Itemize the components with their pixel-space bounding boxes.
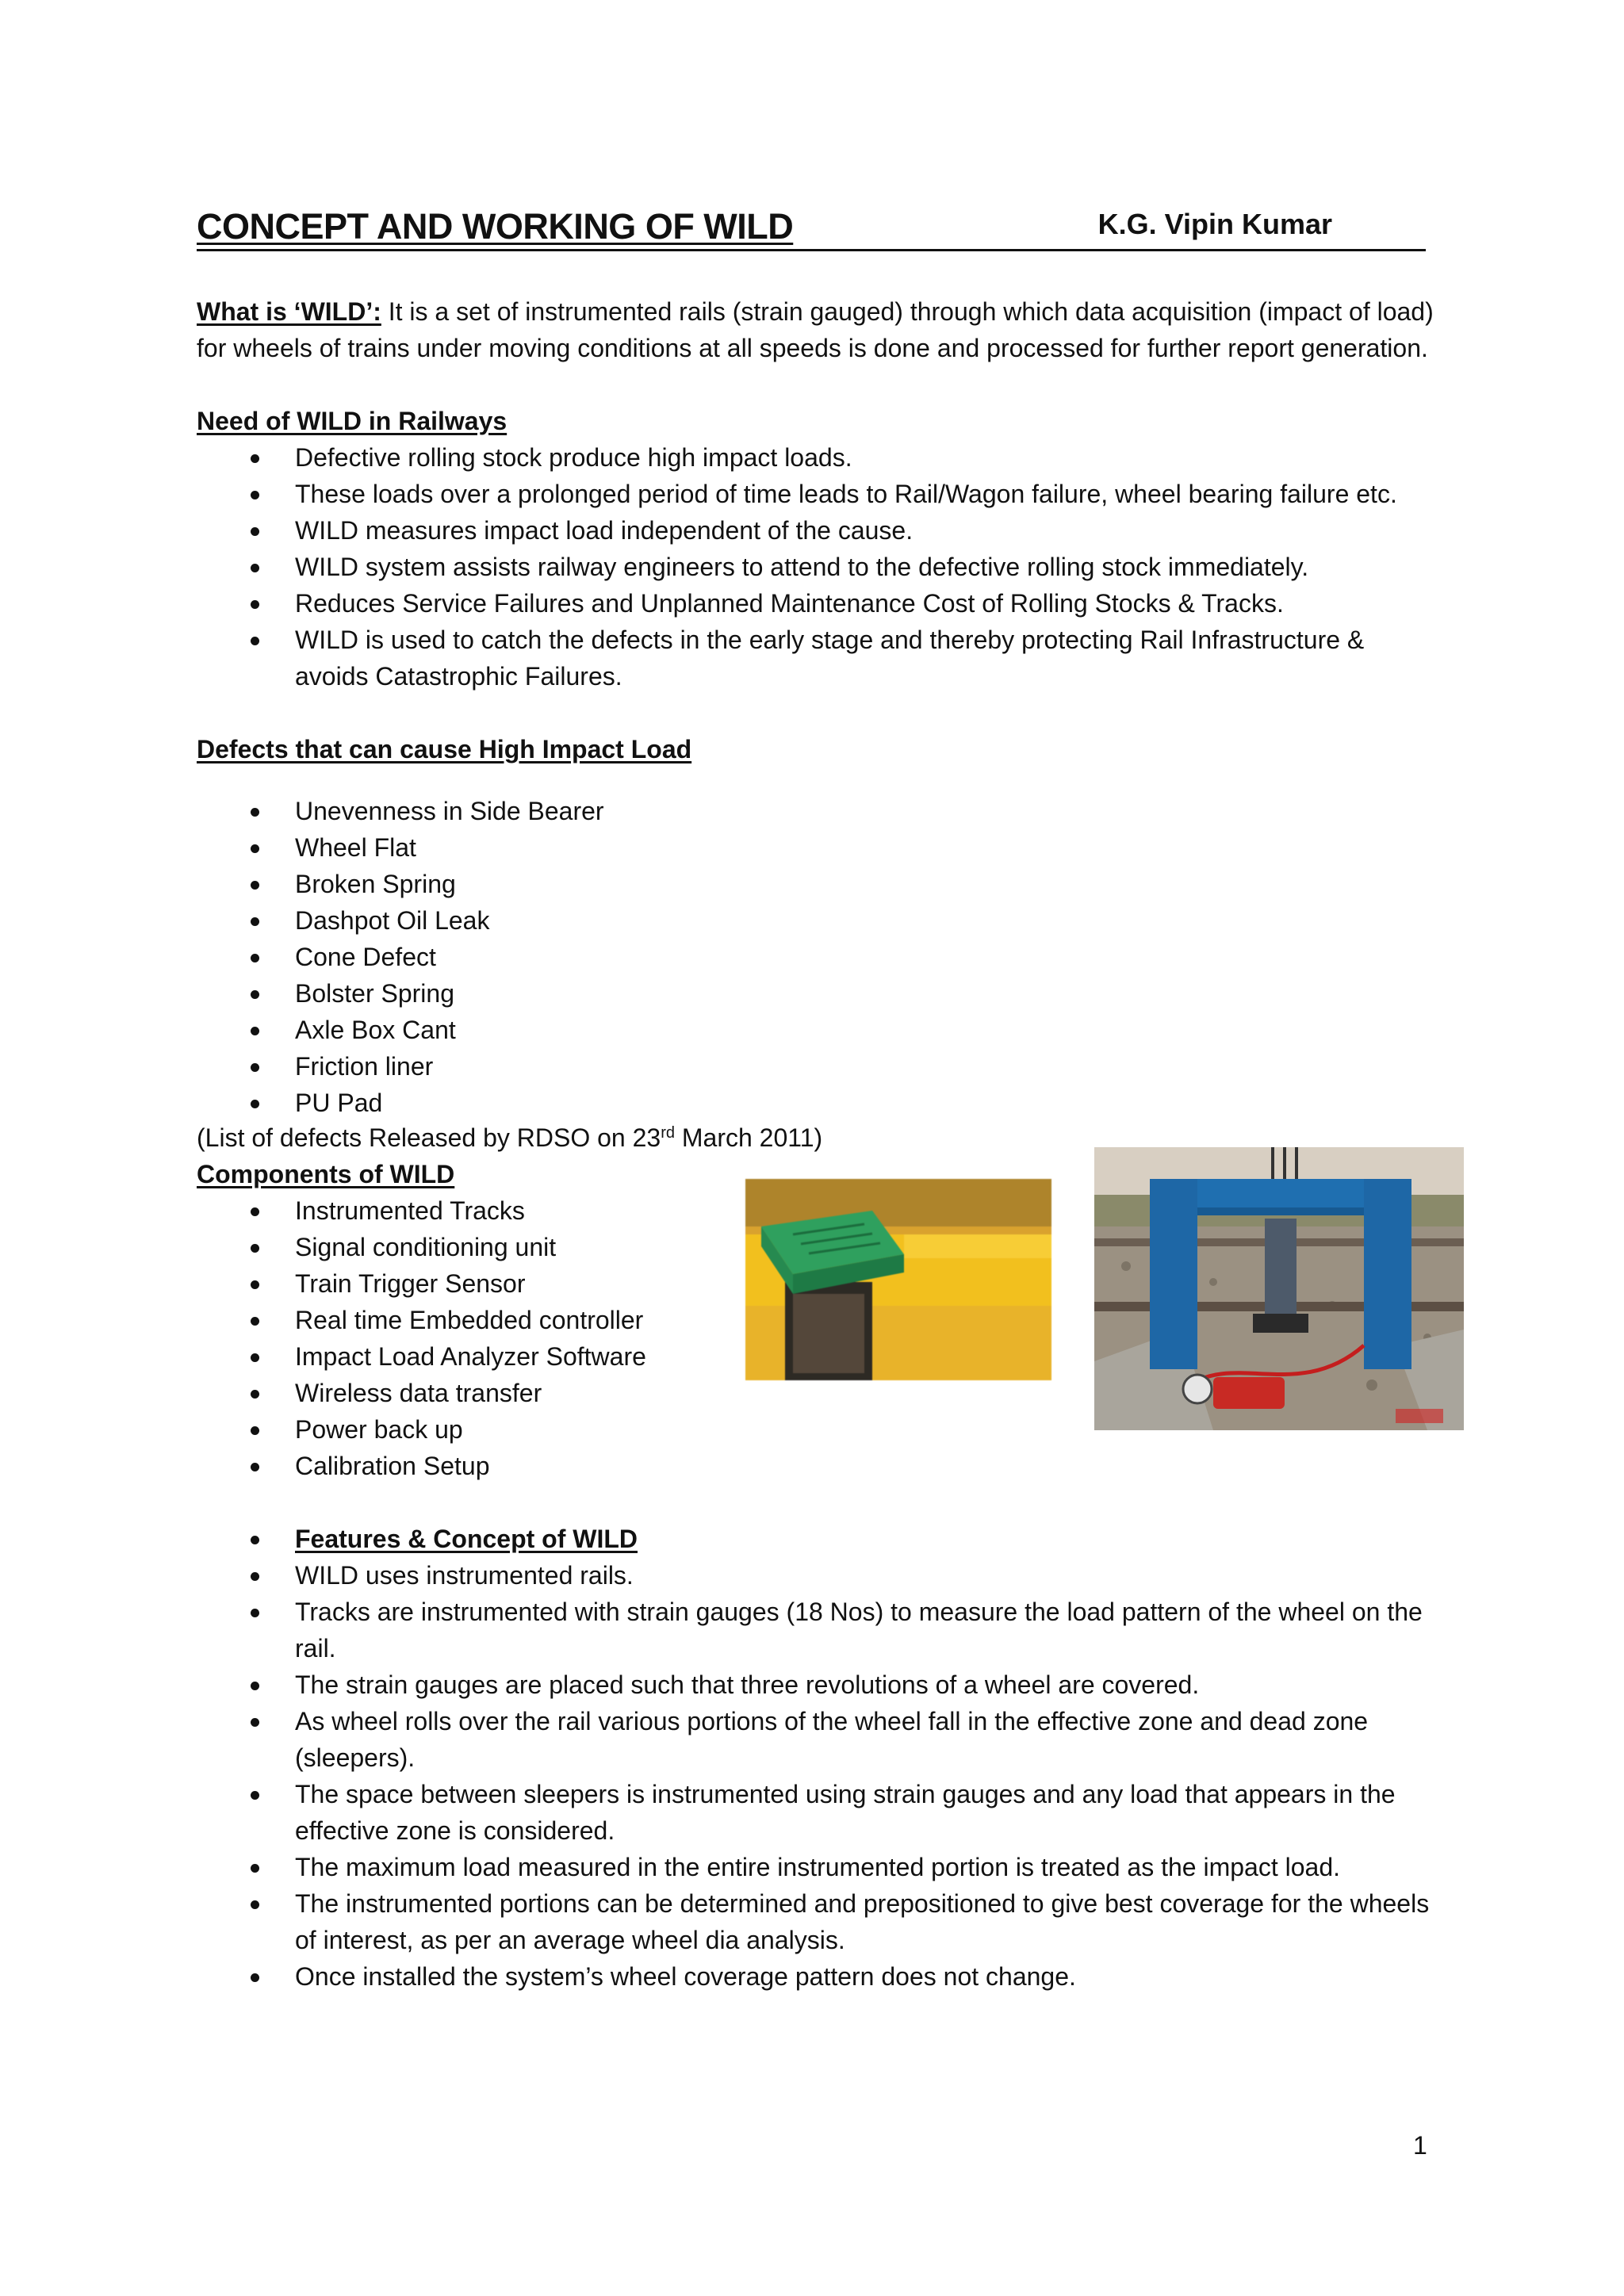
list-item: Real time Embedded controller — [197, 1302, 752, 1338]
defects-heading: Defects that can cause High Impact Load — [197, 735, 692, 763]
list-item: Cone Defect — [197, 939, 752, 975]
list-item: Power back up — [197, 1411, 752, 1448]
list-item: Once installed the system’s wheel coverage pattern does not change. — [197, 1958, 1434, 1995]
list-item: Unevenness in Side Bearer — [197, 793, 752, 829]
features-list — [197, 1521, 1434, 1995]
list-item: Friction liner — [197, 1048, 752, 1085]
list-item: Train Trigger Sensor — [197, 1265, 752, 1302]
page-number: 1 — [1413, 2131, 1427, 2160]
document-header — [197, 200, 1426, 251]
document-title: CONCEPT AND WORKING OF WILD — [197, 206, 794, 247]
list-item: Reduces Service Failures and Unplanned Maintenance Cost of Rolling Stocks & Tracks. — [197, 585, 1434, 622]
list-item: Dashpot Oil Leak — [197, 902, 752, 939]
features-heading: Features & Concept of WILD — [295, 1525, 638, 1553]
list-item: These loads over a prolonged period of time leads to Rail/Wagon failure, wheel bearing failure etc. — [197, 476, 1434, 512]
list-item: Defective rolling stock produce high impact loads. — [197, 439, 1434, 476]
note-text: (List of defects Released by RDSO on 23 — [197, 1123, 661, 1152]
intro-label: What is ‘WILD’: — [197, 297, 381, 326]
list-item: Signal conditioning unit — [197, 1229, 752, 1265]
list-item: As wheel rolls over the rail various portions of the wheel fall in the effective zone and dead zone (sleepers). — [197, 1703, 1434, 1776]
list-item: The space between sleepers is instrumented using strain gauges and any load that appears in the effective zone is considered. — [197, 1776, 1434, 1849]
list-item: Tracks are instrumented with strain gauges (18 Nos) to measure the load pattern of the wheel on the rail. — [197, 1594, 1434, 1667]
list-item: WILD uses instrumented rails. — [197, 1557, 1434, 1594]
list-item: Calibration Setup — [197, 1448, 752, 1484]
intro-text: It is a set of instrumented rails (strain gauged) through which data acquisition (impact of load) for wheels of trains under moving conditions at all speeds is done and processed for further report generation. — [197, 297, 1434, 362]
list-item: Bolster Spring — [197, 975, 752, 1012]
note-superscript: rd — [661, 1124, 675, 1142]
note-text-end: March 2011) — [674, 1123, 823, 1152]
author-name: K.G. Vipin Kumar — [1097, 208, 1332, 240]
defects-note — [197, 1119, 822, 1156]
components-heading: Components of WILD — [197, 1160, 455, 1188]
list-item: Broken Spring — [197, 866, 752, 902]
list-item: The instrumented portions can be determined and prepositioned to give best coverage for the wheels of interest, as per an average wheel dia analysis. — [197, 1885, 1434, 1958]
list-item: The maximum load measured in the entire instrumented portion is treated as the impact load. — [197, 1849, 1434, 1885]
list-item: WILD measures impact load independent of the cause. — [197, 512, 1434, 549]
intro-paragraph — [197, 293, 1434, 366]
list-item: Wireless data transfer — [197, 1375, 752, 1411]
list-item: WILD system assists railway engineers to attend to the defective rolling stock immediately. — [197, 549, 1434, 585]
list-item: Impact Load Analyzer Software — [197, 1338, 752, 1375]
list-item: Wheel Flat — [197, 829, 752, 866]
need-list — [197, 439, 1434, 695]
defects-list — [197, 793, 752, 1121]
list-item: Instrumented Tracks — [197, 1192, 752, 1229]
list-item: WILD is used to catch the defects in the early stage and thereby protecting Rail Infrastructure & avoids Catastrophic Failures. — [197, 622, 1434, 695]
list-item: Axle Box Cant — [197, 1012, 752, 1048]
list-item: PU Pad — [197, 1085, 752, 1121]
list-item: The strain gauges are placed such that three revolutions of a wheel are covered. — [197, 1667, 1434, 1703]
list-item — [197, 1521, 1434, 1557]
need-heading: Need of WILD in Railways — [197, 407, 508, 435]
calibration-frame-photo — [1094, 1147, 1464, 1430]
rail-sensor-photo — [745, 1179, 1051, 1380]
components-list — [197, 1192, 752, 1484]
